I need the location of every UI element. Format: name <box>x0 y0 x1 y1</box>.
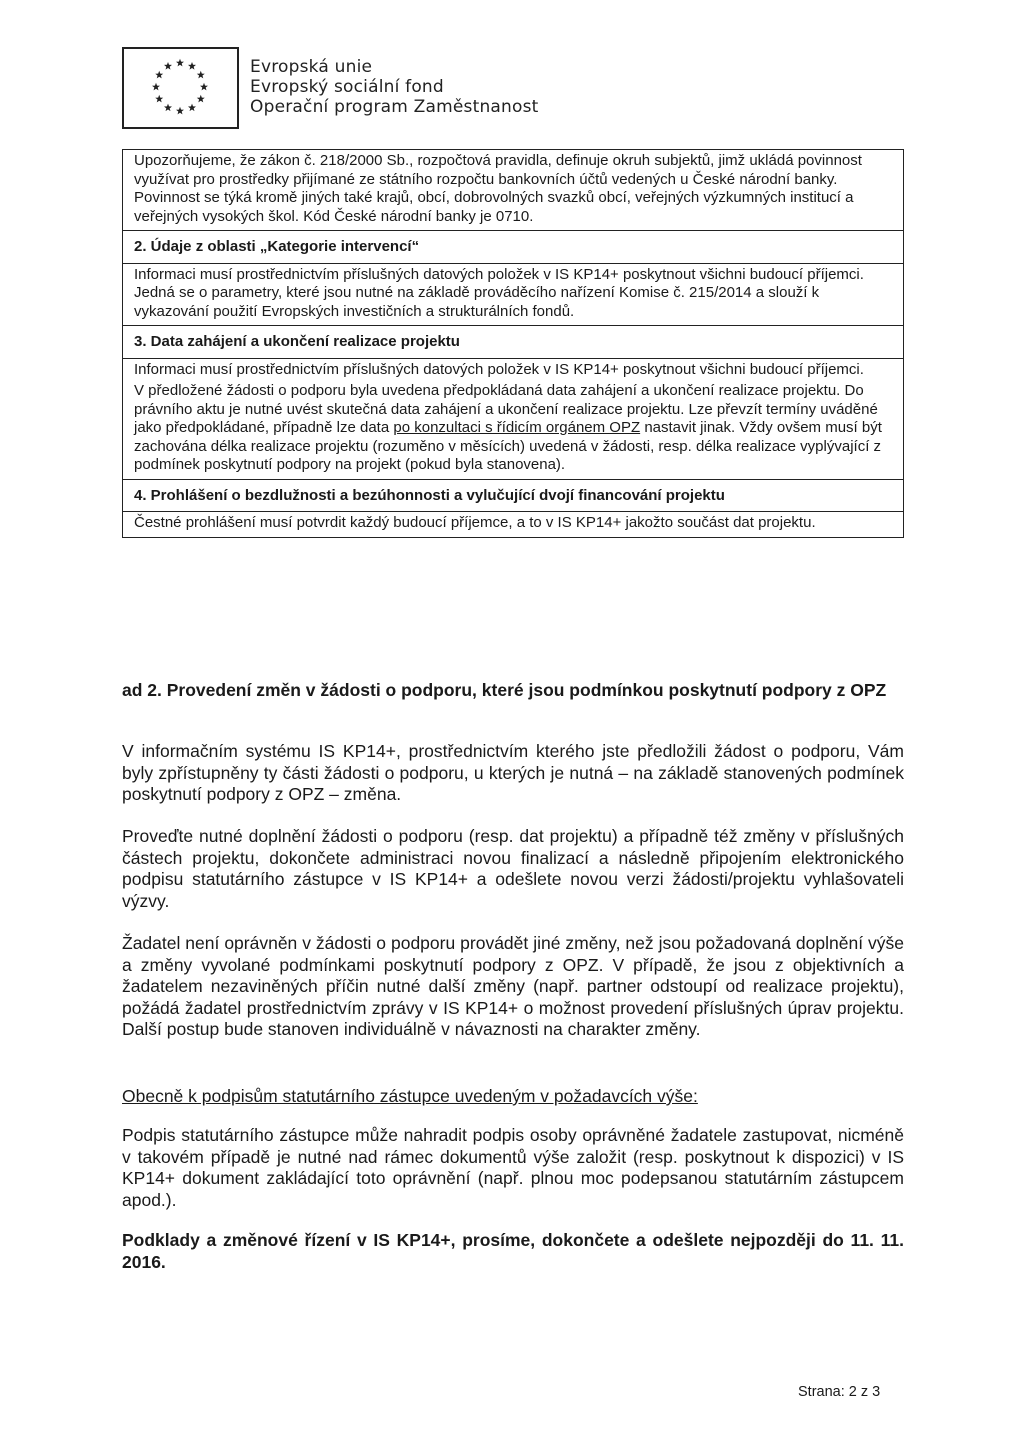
eu-star-icon <box>188 104 196 112</box>
section-3-text-1: Informaci musí prostřednictvím příslušných datových položek v IS KP14+ poskytnout všichni budoucí příjemci. <box>134 360 864 378</box>
section-3-text-2 <box>134 382 893 475</box>
logo-text <box>250 57 539 117</box>
info-table <box>122 149 904 538</box>
info-intro-cell <box>123 150 904 231</box>
eu-star-icon <box>200 83 208 91</box>
section-4-text: Čestné prohlášení musí potvrdit každý budoucí příjemce, a to v IS KP14+ jakožto součást dat projektu. <box>134 514 816 531</box>
signature-note-heading: Obecně k podpisům statutárního zástupce uvedeným v požadavcích výše: <box>122 1086 698 1106</box>
section-3-text-2a: V předložené žádosti o podporu byla uvedena předpokládaná data zahájení a ukončení realizace projektu. Do právního aktu je nutné uvést skutečná data zahájení a ukončení realizace projektu. Lze převzít termíny uváděné jako předpokládané, případně lze data <box>134 382 878 436</box>
eu-star-icon <box>188 62 196 70</box>
info-intro: Upozorňujeme, že zákon č. 218/2000 Sb., rozpočtová pravidla, definuje okruh subjektů, jimž ukládá povinnost využívat pro prostředky přijímané ze státního rozpočtu bankovních účtů vedených u České národní banky. Povinnost se týká kromě jiných také krajů, obcí, dobrovolných svazků obcí, veřejných výzkumných institucí a veřejných vysokých škol. Kód České národní banky je 0710. <box>134 152 862 225</box>
eu-star-icon <box>164 62 172 70</box>
section-2-heading: 2. Údaje z oblasti „Kategorie intervencí“ <box>123 231 904 264</box>
eu-star-icon <box>152 83 160 91</box>
section-3-heading: 3. Data zahájení a ukončení realizace projektu <box>123 326 904 359</box>
section-2-text: Informaci musí prostřednictvím příslušných datových položek v IS KP14+ poskytnout všichni budoucí příjemci. Jedná se o parametry, které jsou nutné na základě prováděcího nařízení Komise č. 215/2014 a slouží k vykazování použití Evropských investičních a strukturálních fondů. <box>134 265 864 320</box>
section-3-body <box>123 358 904 479</box>
eu-star-icon <box>164 104 172 112</box>
logo-line-eu: Evropská unie <box>250 57 373 77</box>
eu-stars-icon <box>124 49 237 127</box>
paragraph-3: Žadatel není oprávněn v žádosti o podporu provádět jiné změny, než jsou požadovaná doplnění výše a změny vyvolané podmínkami poskytnutí podpory z OPZ. V případě, že jsou z objektivních a žadatelem nezaviněných příčin nutné další změny (např. partner odstoupí od realizace projektu), požádá žadatel prostřednictvím zprávy v IS KP14+ o možnost provedení příslušných úprav projektu. Další postup bude stanoven individuálně v návaznosti na charakter změny. <box>122 933 904 1040</box>
section-4-body <box>123 512 904 538</box>
eu-star-icon <box>155 95 163 103</box>
section-4-heading: 4. Prohlášení o bezdlužnosti a bezúhonnosti a vylučující dvojí financování projektu <box>123 479 904 512</box>
eu-star-icon <box>197 71 205 79</box>
paragraph-2: Proveďte nutné doplnění žádosti o podporu (resp. dat projektu) a případně též změny v příslušných částech projektu, dokončete administraci novou finalizací a následně připojením elektronického podpisu statutárního zástupce v IS KP14+ a odešlete novou verzi žádosti/projektu vyhlašovateli výzvy. <box>122 826 904 911</box>
logo-line-op: Operační program Zaměstnanost <box>250 97 539 117</box>
consultation-phrase: po konzultaci s řídicím orgánem OPZ <box>393 419 641 436</box>
page-number: Strana: 2 z 3 <box>798 1384 881 1400</box>
deadline-note: Podklady a změnové řízení v IS KP14+, prosíme, dokončete a odešlete nejpozději do 11. 11. 2016. <box>122 1230 904 1272</box>
eu-star-icon <box>176 107 184 115</box>
eu-star-icon <box>197 95 205 103</box>
logo-line-esf: Evropský sociální fond <box>250 77 444 97</box>
signature-paragraph: Podpis statutárního zástupce může nahradit podpis osoby oprávněné žadatele zastupovat, nicméně v takovém případě je nutné nad rámec dokumentů výše založit (resp. poskytnout k dispozici) v IS KP14+ dokument zakládající toto oprávnění (např. plnou moc podepsanou statutárním zástupcem apod.). <box>122 1125 904 1210</box>
section-2-body <box>123 263 904 326</box>
eu-flag-logo <box>122 47 239 129</box>
section-3-text-2b: nastavit jinak. Vždy ovšem musí být zachována délka realizace projektu (rozuměno v měsících) uvedená v žádosti, resp. délka realizace vyplývající z podmínek poskytnutí podpory na projekt (pokud byla stanovena). <box>134 419 882 473</box>
section-title: ad 2. Provedení změn v žádosti o podporu, které jsou podmínkou poskytnutí podpory z OPZ <box>122 680 887 700</box>
paragraph-1: V informačním systému IS KP14+, prostřednictvím kterého jste předložili žádost o podporu, Vám byly zpřístupněny ty části žádosti o podporu, u kterých je nutná – na základě stanovených podmínek poskytnutí podpory z OPZ – změna. <box>122 741 904 805</box>
eu-star-icon <box>176 59 184 67</box>
eu-star-icon <box>155 71 163 79</box>
